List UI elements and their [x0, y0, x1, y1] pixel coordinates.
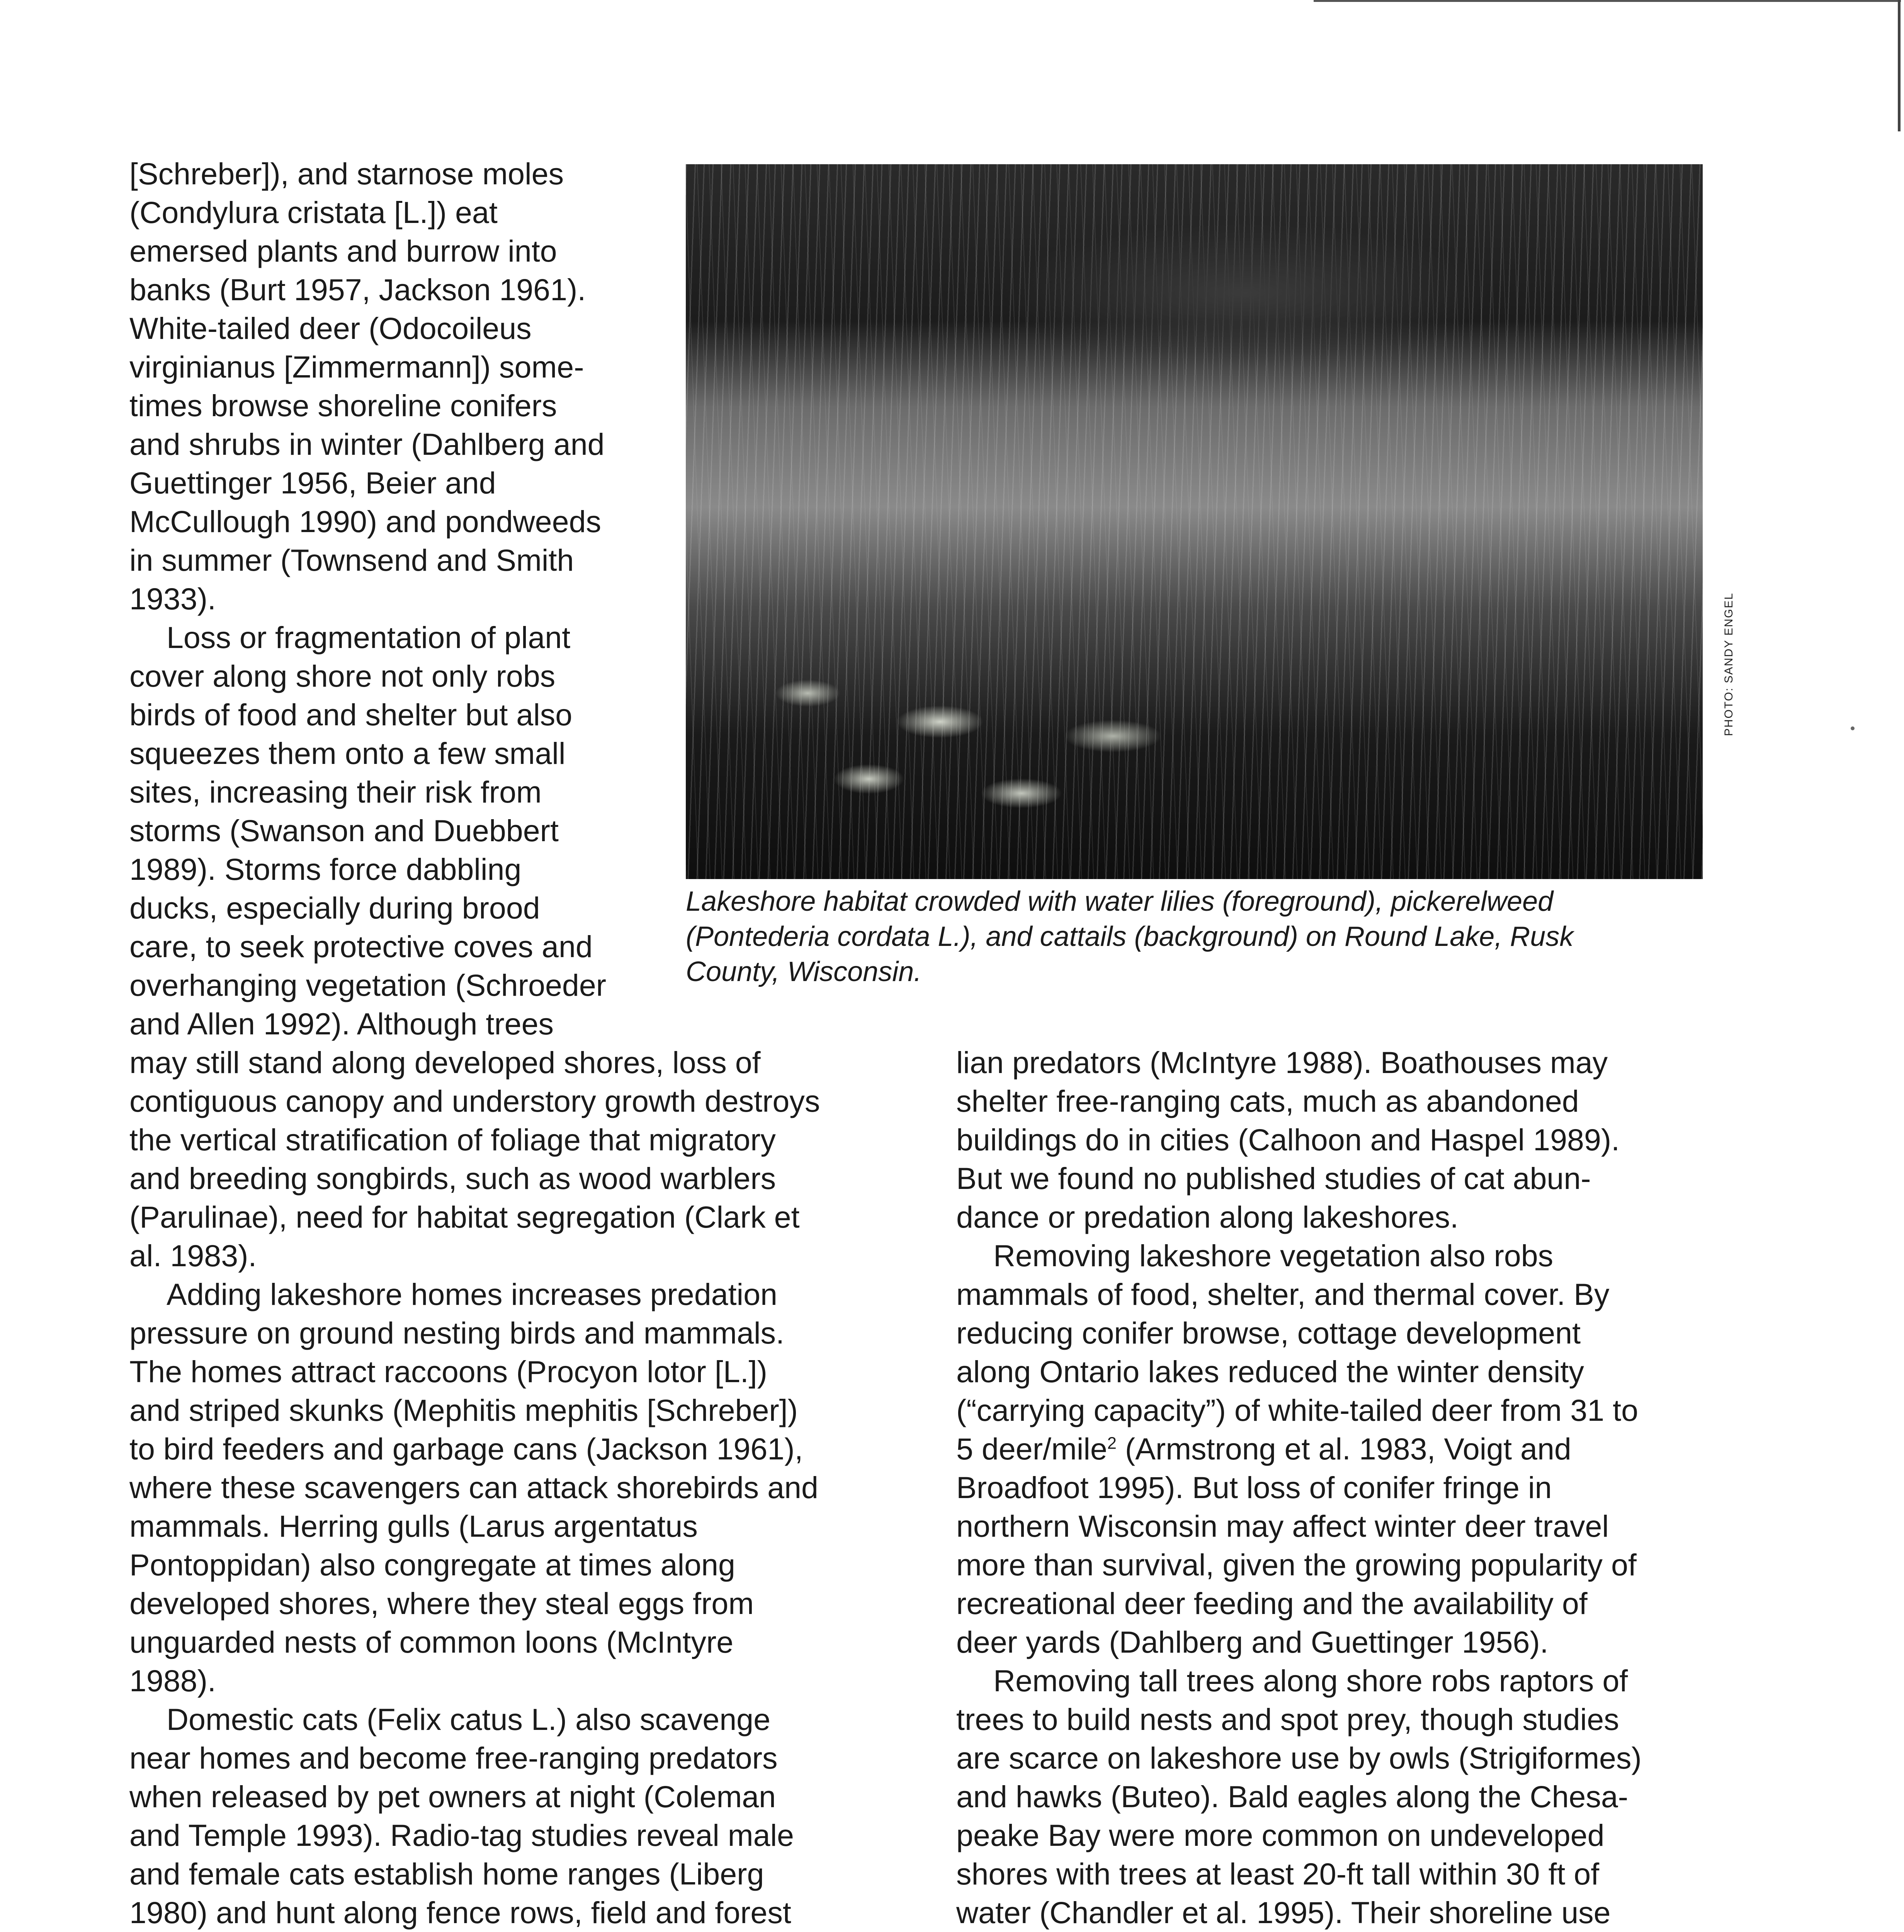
body-line: storms (Swanson and Duebbert [129, 813, 559, 848]
body-line: unguarded nests of common loons (McIntyre [129, 1625, 734, 1659]
body-line: care, to seek protective coves and [129, 929, 593, 964]
body-line: reducing conifer browse, cottage development [956, 1316, 1581, 1350]
figure-caption [686, 884, 1702, 990]
body-line: and striped skunks (Mephitis mephitis [Schreber]) [129, 1393, 798, 1427]
body-line: al. 1983). [129, 1238, 257, 1273]
body-line: and breeding songbirds, such as wood warblers [129, 1161, 776, 1196]
body-line: But we found no published studies of cat abun- [956, 1161, 1591, 1196]
body-line: pressure on ground nesting birds and mammals. [129, 1316, 784, 1350]
body-line: where these scavengers can attack shorebirds and [129, 1470, 818, 1505]
body-line: more than survival, given the growing popularity of [956, 1548, 1637, 1582]
body-line: and Allen 1992). Although trees [129, 1007, 554, 1041]
body-line-with-superscript [956, 1430, 1642, 1468]
body-line: Pontoppidan) also congregate at times along [129, 1548, 735, 1582]
scan-edge-right [1898, 0, 1901, 131]
body-line: and shrubs in winter (Dahlberg and [129, 427, 605, 461]
body-line: (“carrying capacity”) of white-tailed deer from 31 to [956, 1393, 1639, 1427]
body-line: Guettinger 1956, Beier and [129, 466, 496, 500]
body-line: sites, increasing their risk from [129, 775, 542, 809]
body-line: virginianus [Zimmermann]) some- [129, 350, 584, 384]
body-line: lian predators (McIntyre 1988). Boathouses may [956, 1045, 1608, 1080]
paragraph-start-line: Domestic cats (Felix catus L.) also scavenge [167, 1702, 771, 1736]
body-line: and female cats establish home ranges (Liberg [129, 1857, 764, 1891]
body-line: 1933). [129, 582, 216, 616]
body-line: are scarce on lakeshore use by owls (Strigiformes) [956, 1741, 1642, 1775]
body-line: (Condylura cristata [L.]) eat [129, 195, 498, 230]
caption-line: Lakeshore habitat crowded with water lilies (foreground), pickerelweed [686, 886, 1554, 917]
body-line: and Temple 1993). Radio-tag studies reveal male [129, 1818, 794, 1852]
body-line: squeezes them onto a few small [129, 736, 566, 770]
paragraph-start-line: Loss or fragmentation of plant [167, 620, 571, 655]
body-line: the vertical stratification of foliage that migratory [129, 1122, 776, 1157]
body-line: The homes attract raccoons (Procyon lotor [L.]) [129, 1354, 767, 1389]
body-line: when released by pet owners at night (Coleman [129, 1779, 776, 1814]
body-line: Broadfoot 1995). But loss of conifer fringe in [956, 1470, 1552, 1505]
body-line: McCullough 1990) and pondweeds [129, 504, 601, 539]
body-line: contiguous canopy and understory growth destroys [129, 1084, 820, 1118]
body-line: shores with trees at least 20-ft tall within 30 ft of [956, 1857, 1600, 1891]
body-line: along Ontario lakes reduced the winter density [956, 1354, 1584, 1389]
body-line: banks (Burt 1957, Jackson 1961). [129, 272, 586, 307]
body-text: 5 deer/mile [956, 1432, 1107, 1466]
body-line: recreational deer feeding and the availability of [956, 1586, 1588, 1621]
body-line: [Schreber]), and starnose moles [129, 156, 564, 191]
body-line: ducks, especially during brood [129, 891, 540, 925]
body-line: near homes and become free-ranging predators [129, 1741, 778, 1775]
body-line: overhanging vegetation (Schroeder [129, 968, 607, 1002]
body-line: deer yards (Dahlberg and Guettinger 1956). [956, 1625, 1549, 1659]
scan-edge-top [1314, 0, 1901, 2]
left-column-bottom [129, 1043, 820, 1932]
body-line: may still stand along developed shores, loss of [129, 1045, 761, 1080]
right-column [956, 1043, 1642, 1932]
body-line: and hawks (Buteo). Bald eagles along the Chesa- [956, 1779, 1629, 1814]
body-line: shelter free-ranging cats, much as abandoned [956, 1084, 1579, 1118]
body-line: developed shores, where they steal eggs from [129, 1586, 754, 1621]
body-line: birds of food and shelter but also [129, 697, 573, 732]
superscript: 2 [1107, 1434, 1117, 1453]
body-line: trees to build nests and spot prey, though studies [956, 1702, 1619, 1736]
lakeshore-photo [686, 164, 1703, 879]
body-line: mammals. Herring gulls (Larus argentatus [129, 1509, 698, 1543]
body-line: in summer (Townsend and Smith [129, 543, 574, 577]
body-text: (Armstrong et al. 1983, Voigt and [1116, 1432, 1571, 1466]
body-line: cover along shore not only robs [129, 659, 556, 693]
body-line: peake Bay were more common on undeveloped [956, 1818, 1605, 1852]
paragraph-start-line: Adding lakeshore homes increases predation [167, 1277, 777, 1311]
body-line: mammals of food, shelter, and thermal cover. By [956, 1277, 1610, 1311]
caption-line: (Pontederia cordata L.), and cattails (background) on Round Lake, Rusk [686, 921, 1574, 952]
body-line: buildings do in cities (Calhoon and Haspel 1989). [956, 1122, 1620, 1157]
body-line: 1988). [129, 1663, 216, 1698]
body-line: 1980) and hunt along fence rows, field and forest [129, 1895, 791, 1930]
paragraph-start-line: Removing tall trees along shore robs raptors of [993, 1663, 1628, 1698]
paragraph-start-line: Removing lakeshore vegetation also robs [993, 1238, 1554, 1273]
left-column-top [129, 155, 606, 1043]
body-line: dance or predation along lakeshores. [956, 1200, 1459, 1234]
scan-speck [1851, 726, 1855, 730]
body-line: 1989). Storms force dabbling [129, 852, 522, 886]
body-line: times browse shoreline conifers [129, 388, 557, 423]
body-line: northern Wisconsin may affect winter deer travel [956, 1509, 1609, 1543]
body-line: White-tailed deer (Odocoileus [129, 311, 532, 345]
photo-credit: PHOTO: SANDY ENGEL [1722, 592, 1735, 736]
caption-line: County, Wisconsin. [686, 956, 922, 987]
body-line: water (Chandler et al. 1995). Their shoreline use [956, 1895, 1611, 1930]
body-line: (Parulinae), need for habitat segregation (Clark et [129, 1200, 800, 1234]
body-line: emersed plants and burrow into [129, 234, 557, 268]
body-line: to bird feeders and garbage cans (Jackson 1961), [129, 1432, 803, 1466]
